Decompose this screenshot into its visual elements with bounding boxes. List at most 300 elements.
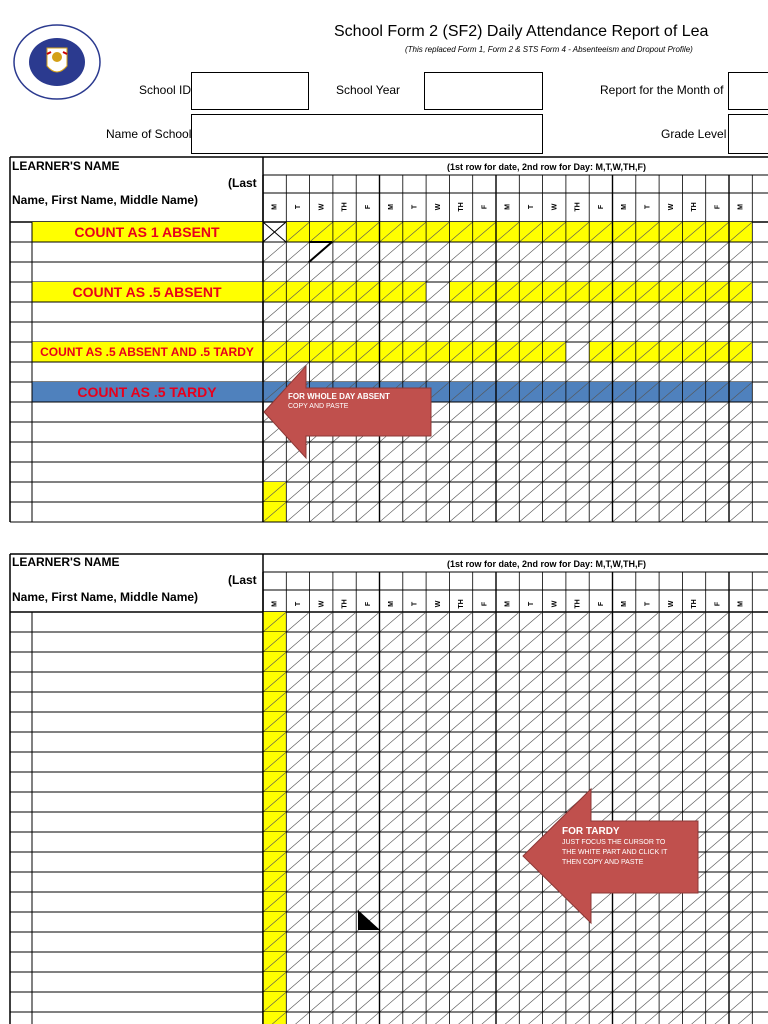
cell-diagonal — [286, 952, 309, 972]
cell-diagonal — [286, 322, 309, 342]
cell-diagonal — [496, 262, 519, 282]
cell-diagonal — [613, 422, 636, 442]
cell-diagonal — [613, 462, 636, 482]
cell-diagonal — [496, 712, 519, 732]
cell-diagonal — [403, 752, 426, 772]
cell-diagonal — [403, 692, 426, 712]
cell-diagonal — [543, 972, 566, 992]
cell-diagonal — [706, 302, 729, 322]
cell-diagonal — [403, 812, 426, 832]
cell-diagonal — [659, 422, 682, 442]
cell-diagonal — [496, 502, 519, 522]
cell-diagonal — [263, 462, 286, 482]
tardy-body-1: JUST FOCUS THE CURSOR TO — [562, 839, 666, 846]
cell-diagonal — [729, 242, 752, 262]
cell-diagonal — [426, 652, 449, 672]
cell-diagonal — [310, 812, 333, 832]
day-label: W — [667, 600, 675, 608]
cell-diagonal — [310, 502, 333, 522]
whole-day-title: FOR WHOLE DAY ABSENT — [288, 392, 390, 401]
cell-diagonal — [286, 692, 309, 712]
cell-diagonal — [706, 952, 729, 972]
cell-diagonal — [566, 422, 589, 442]
cell-diagonal — [589, 402, 612, 422]
tardy-arrow — [521, 787, 701, 925]
cell-diagonal — [589, 362, 612, 382]
cell-diagonal — [449, 442, 472, 462]
cell-diagonal — [706, 892, 729, 912]
cell-diagonal — [496, 992, 519, 1012]
cell-diagonal — [449, 712, 472, 732]
cell-diagonal — [519, 952, 542, 972]
cell-diagonal — [706, 462, 729, 482]
cell-diagonal — [333, 652, 356, 672]
cell-diagonal — [473, 362, 496, 382]
cell-diagonal — [682, 652, 705, 672]
cell-diagonal — [729, 872, 752, 892]
cell-diagonal — [589, 322, 612, 342]
cell-diagonal — [473, 262, 496, 282]
cell-diagonal — [310, 462, 333, 482]
cell-diagonal — [426, 932, 449, 952]
cell-diagonal — [310, 302, 333, 322]
cell-diagonal — [566, 462, 589, 482]
tardy-body-2: THE WHITE PART AND CLICK IT — [562, 849, 668, 856]
cell-diagonal — [519, 752, 542, 772]
tardy-title: FOR TARDY — [562, 826, 620, 837]
cell-diagonal — [613, 302, 636, 322]
cell-diagonal — [473, 872, 496, 892]
cell-diagonal — [403, 672, 426, 692]
cell-diagonal — [589, 932, 612, 952]
report-month-label: Report for the Month of — [600, 83, 724, 97]
cell-diagonal — [449, 612, 472, 632]
grade-level-label: Grade Level — [661, 127, 727, 141]
cell-diagonal — [589, 692, 612, 712]
cell-diagonal — [426, 812, 449, 832]
cell-diagonal — [473, 912, 496, 932]
cell-diagonal — [589, 672, 612, 692]
cell-diagonal — [426, 832, 449, 852]
cell-diagonal — [519, 712, 542, 732]
day-label: M — [621, 601, 629, 607]
cell-diagonal — [519, 1012, 542, 1024]
cell-diagonal — [729, 832, 752, 852]
day-label: W — [434, 203, 442, 211]
cell-diagonal — [566, 342, 589, 362]
cell-diagonal — [403, 932, 426, 952]
day-label: T — [294, 204, 302, 210]
cell-diagonal — [426, 262, 449, 282]
cell-diagonal — [706, 832, 729, 852]
cell-diagonal — [589, 752, 612, 772]
cell-diagonal — [729, 422, 752, 442]
cell-diagonal — [403, 952, 426, 972]
cell-diagonal — [519, 462, 542, 482]
cell-diagonal — [589, 502, 612, 522]
cell-diagonal — [333, 972, 356, 992]
cell-diagonal — [286, 912, 309, 932]
cell-diagonal — [333, 612, 356, 632]
cell-diagonal — [333, 692, 356, 712]
cell-diagonal — [310, 712, 333, 732]
cell-diagonal — [636, 952, 659, 972]
day-label: M — [271, 601, 279, 607]
cell-diagonal — [706, 912, 729, 932]
cell-diagonal — [449, 652, 472, 672]
cell-diagonal — [543, 362, 566, 382]
cell-diagonal — [263, 322, 286, 342]
cell-diagonal — [729, 972, 752, 992]
cell-diagonal — [566, 612, 589, 632]
cell-diagonal — [682, 402, 705, 422]
cell-diagonal — [636, 322, 659, 342]
cell-diagonal — [333, 672, 356, 692]
cell-diagonal — [356, 972, 379, 992]
cell-diagonal — [286, 972, 309, 992]
cell-diagonal — [310, 912, 333, 932]
cell-diagonal — [613, 322, 636, 342]
cell-diagonal — [426, 242, 449, 262]
cell-diagonal — [519, 652, 542, 672]
cell-diagonal — [473, 1012, 496, 1024]
cell-diagonal — [729, 652, 752, 672]
day-label: F — [481, 601, 489, 607]
cell-diagonal — [636, 362, 659, 382]
cell-diagonal — [589, 242, 612, 262]
cell-diagonal — [286, 812, 309, 832]
cell-diagonal — [449, 792, 472, 812]
cell-diagonal — [473, 632, 496, 652]
cell-diagonal — [403, 732, 426, 752]
cell-diagonal — [636, 972, 659, 992]
cell-diagonal — [356, 772, 379, 792]
cell-diagonal — [589, 732, 612, 752]
cell-diagonal — [613, 972, 636, 992]
cell-diagonal — [613, 692, 636, 712]
cell-diagonal — [613, 442, 636, 462]
cell-diagonal — [333, 732, 356, 752]
cell-diagonal — [496, 692, 519, 712]
cell-diagonal — [566, 442, 589, 462]
cell-diagonal — [613, 652, 636, 672]
cell-diagonal — [659, 992, 682, 1012]
cell-diagonal — [333, 832, 356, 852]
cell-diagonal — [286, 872, 309, 892]
cell-diagonal — [403, 322, 426, 342]
cell-diagonal — [589, 462, 612, 482]
learner-name-header-b1: LEARNER'S NAME — [12, 555, 120, 569]
cell-diagonal — [426, 462, 449, 482]
cell-diagonal — [496, 752, 519, 772]
cell-diagonal — [380, 872, 403, 892]
cell-diagonal — [543, 672, 566, 692]
cell-diagonal — [356, 892, 379, 912]
cell-diagonal — [543, 932, 566, 952]
cell-diagonal — [519, 422, 542, 442]
cell-diagonal — [589, 302, 612, 322]
cell-diagonal — [333, 772, 356, 792]
day-label: W — [551, 203, 559, 211]
cell-diagonal — [729, 462, 752, 482]
cell-diagonal — [729, 482, 752, 502]
cell-diagonal — [473, 322, 496, 342]
cell-diagonal — [566, 632, 589, 652]
cell-diagonal — [659, 932, 682, 952]
cell-diagonal — [356, 712, 379, 732]
cell-diagonal — [286, 932, 309, 952]
cell-diagonal — [519, 302, 542, 322]
cell-diagonal — [566, 672, 589, 692]
cell-diagonal — [659, 712, 682, 732]
cell-diagonal — [449, 992, 472, 1012]
cell-diagonal — [403, 1012, 426, 1024]
cell-diagonal — [682, 362, 705, 382]
cell-diagonal — [659, 482, 682, 502]
cell-diagonal — [473, 302, 496, 322]
whole-day-absent-arrow — [262, 364, 434, 460]
cell-diagonal — [473, 792, 496, 812]
cell-diagonal — [613, 932, 636, 952]
day-label: T — [294, 601, 302, 607]
cell-diagonal — [659, 402, 682, 422]
cell-diagonal — [496, 322, 519, 342]
cell-diagonal — [659, 632, 682, 652]
cell-diagonal — [729, 632, 752, 652]
cell-diagonal — [659, 462, 682, 482]
day-label: TH — [691, 599, 699, 609]
cell-diagonal — [659, 692, 682, 712]
cell-diagonal — [356, 672, 379, 692]
tardy-mark — [358, 910, 380, 930]
cell-diagonal — [380, 632, 403, 652]
cell-diagonal — [333, 892, 356, 912]
cell-diagonal — [496, 732, 519, 752]
cell-diagonal — [473, 692, 496, 712]
cell-diagonal — [380, 672, 403, 692]
cell-diagonal — [729, 672, 752, 692]
cell-diagonal — [333, 242, 356, 262]
cell-diagonal — [543, 242, 566, 262]
cell-diagonal — [333, 302, 356, 322]
cell-diagonal — [636, 652, 659, 672]
cell-diagonal — [613, 402, 636, 422]
day-label: M — [737, 601, 745, 607]
day-label: T — [644, 601, 652, 607]
cell-diagonal — [356, 302, 379, 322]
cell-diagonal — [380, 1012, 403, 1024]
cell-diagonal — [333, 872, 356, 892]
cell-diagonal — [356, 752, 379, 772]
cell-diagonal — [449, 672, 472, 692]
cell-diagonal — [426, 952, 449, 972]
cell-diagonal — [426, 852, 449, 872]
cell-diagonal — [659, 242, 682, 262]
cell-diagonal — [543, 302, 566, 322]
cell-diagonal — [286, 832, 309, 852]
cell-diagonal — [356, 952, 379, 972]
cell-diagonal — [706, 502, 729, 522]
cell-diagonal — [286, 1012, 309, 1024]
cell-diagonal — [729, 932, 752, 952]
cell-diagonal — [449, 892, 472, 912]
cell-diagonal — [380, 612, 403, 632]
day-label: F — [597, 601, 605, 607]
cell-diagonal — [380, 992, 403, 1012]
cell-diagonal — [473, 442, 496, 462]
cell-diagonal — [613, 362, 636, 382]
cell-diagonal — [426, 992, 449, 1012]
cell-diagonal — [636, 242, 659, 262]
cell-diagonal — [519, 932, 542, 952]
cell-diagonal — [496, 952, 519, 972]
cell-diagonal — [519, 442, 542, 462]
day-label: TH — [341, 599, 349, 609]
cell-diagonal — [449, 952, 472, 972]
cell-diagonal — [380, 832, 403, 852]
cell-diagonal — [333, 932, 356, 952]
cell-diagonal — [682, 1012, 705, 1024]
cell-diagonal — [449, 852, 472, 872]
cell-diagonal — [310, 992, 333, 1012]
cell-diagonal — [380, 952, 403, 972]
cell-diagonal — [310, 1012, 333, 1024]
cell-diagonal — [380, 932, 403, 952]
cell-diagonal — [496, 852, 519, 872]
cell-diagonal — [636, 992, 659, 1012]
cell-diagonal — [473, 242, 496, 262]
cell-diagonal — [449, 422, 472, 442]
cell-diagonal — [729, 912, 752, 932]
cell-diagonal — [403, 852, 426, 872]
cell-diagonal — [636, 692, 659, 712]
cell-diagonal — [449, 502, 472, 522]
cell-diagonal — [566, 402, 589, 422]
cell-diagonal — [496, 872, 519, 892]
day-label: T — [527, 601, 535, 607]
cell-diagonal — [333, 792, 356, 812]
cell-diagonal — [426, 282, 449, 302]
cell-diagonal — [426, 672, 449, 692]
cell-diagonal — [380, 302, 403, 322]
cell-diagonal — [729, 322, 752, 342]
cell-diagonal — [449, 1012, 472, 1024]
cell-diagonal — [659, 442, 682, 462]
cell-diagonal — [426, 772, 449, 792]
cell-diagonal — [543, 402, 566, 422]
day-label: M — [271, 204, 279, 210]
cell-diagonal — [729, 502, 752, 522]
day-label: F — [597, 204, 605, 210]
cell-diagonal — [356, 812, 379, 832]
cell-diagonal — [356, 872, 379, 892]
cell-diagonal — [659, 302, 682, 322]
cell-diagonal — [473, 832, 496, 852]
cell-diagonal — [706, 322, 729, 342]
cell-diagonal — [659, 952, 682, 972]
cell-diagonal — [659, 322, 682, 342]
cell-diagonal — [682, 692, 705, 712]
legend-count-1-absent: COUNT AS 1 ABSENT — [74, 224, 220, 240]
learner-name-header-b3: Name, First Name, Middle Name) — [12, 590, 199, 604]
cell-diagonal — [636, 262, 659, 282]
cell-diagonal — [403, 262, 426, 282]
cell-diagonal — [333, 632, 356, 652]
cell-diagonal — [682, 672, 705, 692]
cell-diagonal — [473, 422, 496, 442]
cell-diagonal — [356, 632, 379, 652]
cell-diagonal — [613, 632, 636, 652]
cell-diagonal — [636, 402, 659, 422]
cell-diagonal — [473, 652, 496, 672]
cell-diagonal — [333, 322, 356, 342]
cell-diagonal — [566, 242, 589, 262]
cell-diagonal — [286, 732, 309, 752]
cell-diagonal — [589, 712, 612, 732]
cell-diagonal — [356, 932, 379, 952]
learner-name-header-b2: (Last — [228, 573, 257, 587]
cell-diagonal — [566, 302, 589, 322]
cell-diagonal — [659, 262, 682, 282]
cell-diagonal — [543, 692, 566, 712]
cell-diagonal — [496, 912, 519, 932]
cell-diagonal — [706, 612, 729, 632]
cell-diagonal — [496, 832, 519, 852]
cell-diagonal — [356, 852, 379, 872]
cell-diagonal — [449, 302, 472, 322]
cell-diagonal — [496, 482, 519, 502]
cell-diagonal — [589, 632, 612, 652]
cell-diagonal — [356, 482, 379, 502]
cell-diagonal — [380, 732, 403, 752]
cell-diagonal — [310, 692, 333, 712]
cell-diagonal — [543, 442, 566, 462]
cell-diagonal — [403, 712, 426, 732]
cell-diagonal — [682, 302, 705, 322]
day-label: F — [714, 601, 722, 607]
cell-diagonal — [403, 652, 426, 672]
cell-diagonal — [496, 402, 519, 422]
cell-diagonal — [496, 612, 519, 632]
cell-diagonal — [682, 442, 705, 462]
cell-diagonal — [333, 262, 356, 282]
cell-diagonal — [380, 652, 403, 672]
cell-diagonal — [449, 692, 472, 712]
cell-diagonal — [310, 932, 333, 952]
day-label: M — [504, 601, 512, 607]
cell-diagonal — [403, 772, 426, 792]
cell-diagonal — [543, 462, 566, 482]
cell-diagonal — [729, 992, 752, 1012]
cell-diagonal — [636, 732, 659, 752]
whole-day-body: COPY AND PASTE — [288, 403, 349, 410]
cell-diagonal — [449, 482, 472, 502]
cell-diagonal — [659, 612, 682, 632]
cell-diagonal — [310, 652, 333, 672]
cell-diagonal — [682, 612, 705, 632]
cell-diagonal — [286, 462, 309, 482]
cell-diagonal — [496, 772, 519, 792]
cell-diagonal — [613, 612, 636, 632]
cell-diagonal — [543, 322, 566, 342]
cell-diagonal — [426, 732, 449, 752]
cell-diagonal — [566, 692, 589, 712]
cell-diagonal — [613, 712, 636, 732]
cell-diagonal — [473, 402, 496, 422]
cell-diagonal — [263, 242, 286, 262]
cell-diagonal — [449, 242, 472, 262]
cell-diagonal — [706, 852, 729, 872]
